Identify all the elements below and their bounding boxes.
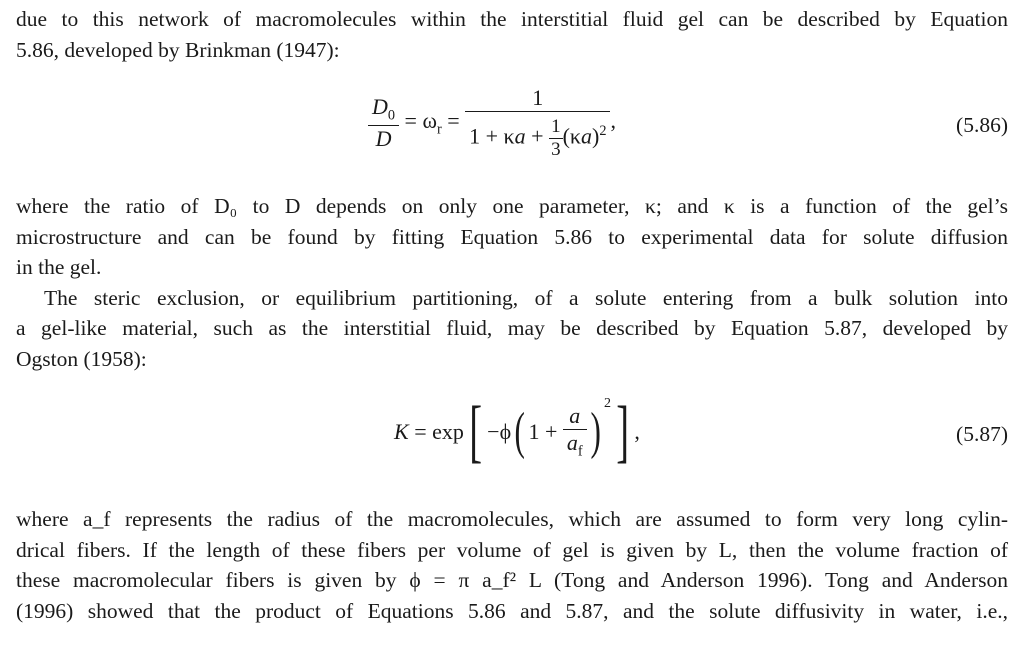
text-line: The steric exclusion, or equilibrium partitioning, of a solute entering from a bulk solution into bbox=[44, 285, 1008, 310]
paragraph-2 bbox=[16, 191, 1008, 283]
text-line: where the ratio of D₀ to D depends on only one parameter, κ; and κ is a function of the gel’s bbox=[16, 194, 1008, 218]
right-bracket: ] bbox=[616, 392, 630, 470]
paragraph-3 bbox=[16, 283, 1008, 375]
brinkman-fraction: 1 1 + κa + $\frac{1}{3}$ $(\kappa a)^2$ bbox=[465, 85, 610, 161]
d0-over-d-fraction: $\frac{D_0}{D}$ bbox=[368, 94, 399, 151]
equation-number: (5.86) bbox=[956, 113, 1008, 137]
equation-5-86 bbox=[16, 65, 1008, 191]
text-line: Ogston (1958): bbox=[16, 346, 147, 371]
text-line: in the gel. bbox=[16, 255, 102, 279]
text-line: where a_f represents the radius of the macromolecules, which are assumed to form very long cylin- bbox=[16, 507, 1008, 531]
text-line: a gel-like material, such as the interstitial fluid, may be described by Equation 5.87, developed by bbox=[16, 316, 1008, 340]
text-line: microstructure and can be found by fitting Equation 5.86 to experimental data for solute diffusion bbox=[16, 224, 1008, 249]
text-line: (1996) showed that the product of Equations 5.86 and 5.87, and the solute diffusivity in water, i.e., bbox=[16, 598, 1008, 623]
paragraph-4 bbox=[16, 504, 1008, 626]
text-line: these macromolecular fibers is given by ϕ = π a_f² L (Tong and Anderson 1996). Tong and Anderson bbox=[16, 568, 1008, 592]
right-paren: ) bbox=[590, 402, 601, 460]
a-over-af-fraction: $\frac{a}{a_f}$ bbox=[563, 403, 587, 460]
omega-symbol: ω bbox=[422, 108, 437, 134]
equation-5-86-body: $\frac{D_0}{D}$ = $\omega_r$ = 1 1 + κa + $\frac{1}{3}$ $(\kappa a)^2$ , bbox=[368, 85, 616, 161]
text-line: drical fibers. If the length of these fibers per volume of gel is given by L, then the volume fraction of bbox=[16, 537, 1008, 562]
text-line: due to this network of macromolecules within the interstitial fluid gel can be described by Equation bbox=[16, 7, 1008, 31]
text-line: 5.86, developed by Brinkman (1947): bbox=[16, 37, 340, 62]
document-page bbox=[16, 4, 1008, 626]
equals-sign: = bbox=[404, 108, 417, 134]
left-bracket: [ bbox=[469, 392, 482, 470]
equals-sign: = bbox=[447, 108, 460, 134]
equation-5-87-body: K = exp[ −ϕ( 1 + $\frac{a}{a_f}$ ) $^2$] , bbox=[394, 392, 640, 470]
left-paren: ( bbox=[514, 402, 526, 460]
equation-number: (5.87) bbox=[956, 422, 1008, 446]
equation-5-87 bbox=[16, 374, 1008, 504]
paragraph-1 bbox=[16, 4, 1008, 65]
